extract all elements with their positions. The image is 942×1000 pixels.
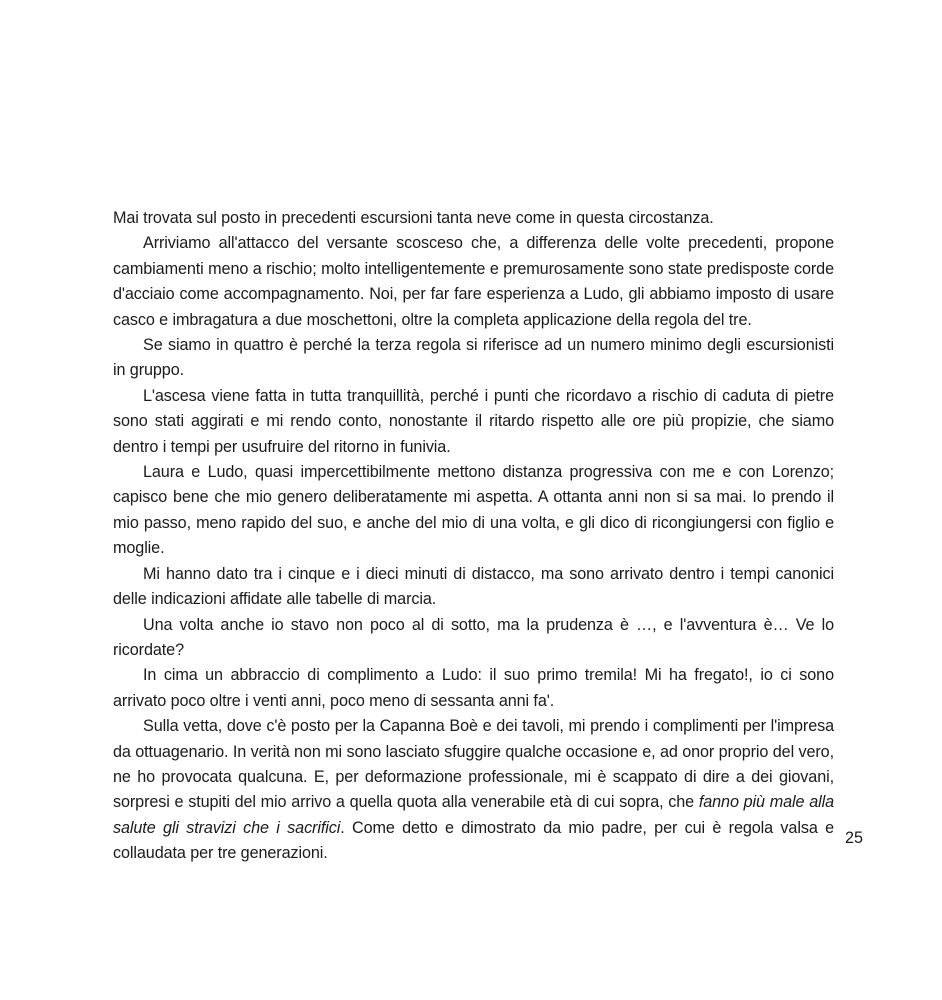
- paragraph-6: Mi hanno dato tra i cinque e i dieci minuti di distacco, ma sono arrivato dentro i tempi canonici delle indicazioni affidate alle tabelle di marcia.: [113, 564, 834, 609]
- paragraph-9-run-1: Sulla vetta, dove c'è posto per la Capanna Boè e dei tavoli, mi prendo i complimenti per l'impresa da ottuagenario. In verità non mi sono lasciato sfuggire qualche occasione e, ad onor proprio del vero, ne ho provocata qualcuna. E, per deformazione professionale, mi è scappato di dire a dei giovani, sorpresi e stupiti del mio arrivo a quella quota alla venerabile età di cui sopra, che: [113, 717, 834, 812]
- paragraph-2: Arriviamo all'attacco del versante scosceso che, a differenza delle volte precedenti, propone cambiamenti meno a rischio; molto intelligentemente e premurosamente sono state predisposte corde d'acciaio come accompagnamento. Noi, per far fare esperienza a Ludo, gli abbiamo imposto di usare casco e imbragatura a due moschettoni, oltre la completa applicazione della regola del tre.: [113, 234, 834, 329]
- paragraph-8: In cima un abbraccio di complimento a Ludo: il suo primo tremila! Mi ha fregato!, io ci sono arrivato poco oltre i venti anni, poco meno di sessanta anni fa'.: [113, 666, 834, 710]
- page-number: 25: [845, 829, 864, 847]
- paragraph-9-italic-quote: fanno più male alla salute gli stravizi che i sacrifici: [113, 793, 834, 837]
- body-text-column: [113, 206, 834, 867]
- paragraph-4: L'ascesa viene fatta in tutta tranquillità, perché i punti che ricordavo a rischio di caduta di pietre sono stati aggirati e mi rendo conto, nonostante il ritardo rispetto alle ore più propizie, che siamo dentro i tempi per usufruire del ritorno in funivia.: [113, 386, 834, 456]
- paragraph-9-run-3: . Come detto e dimostrato da mio padre, per cui è regola valsa e collaudata per tre generazioni.: [113, 818, 834, 863]
- paragraph-9: [113, 714, 834, 866]
- paragraph-3: Se siamo in quattro è perché la terza regola si riferisce ad un numero minimo degli escursionisti in gruppo.: [113, 336, 834, 380]
- paragraph-5: Laura e Ludo, quasi impercettibilmente mettono distanza progressiva con me e con Lorenzo; capisco bene che mio genero deliberatamente mi aspetta. A ottanta anni non si sa mai. Io prendo il mio passo, meno rapido del suo, e anche del mio di una volta, e gli dico di ricongiungersi con figlio e moglie.: [113, 463, 834, 558]
- paragraph-1: Mai trovata sul posto in precedenti escursioni tanta neve come in questa circostanza.: [113, 209, 714, 227]
- paragraph-7: Una volta anche io stavo non poco al di sotto, ma la prudenza è …, e l'avventura è… Ve lo ricordate?: [113, 615, 834, 659]
